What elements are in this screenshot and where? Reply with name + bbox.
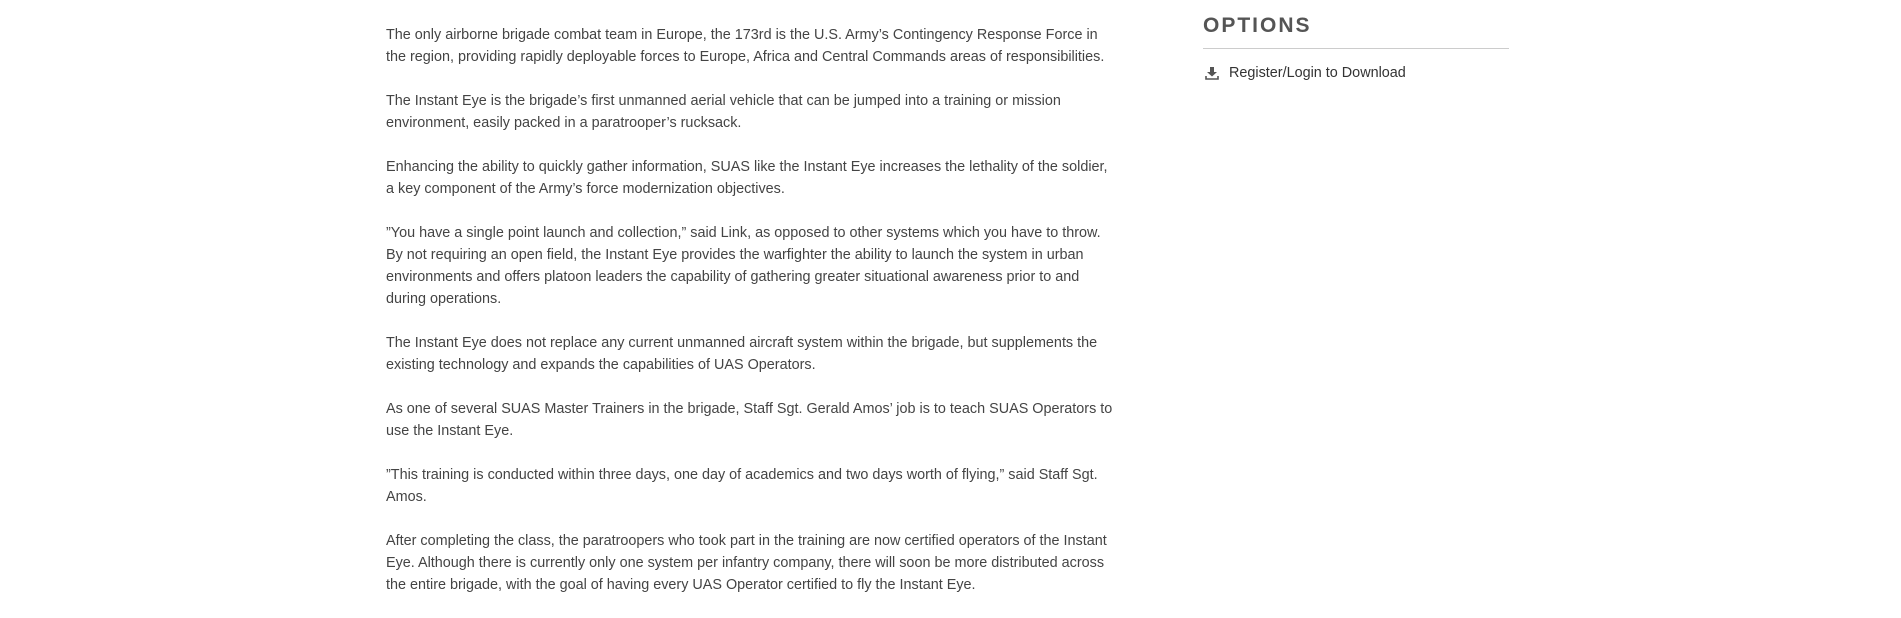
- register-login-download-link[interactable]: [1205, 65, 1509, 81]
- article-paragraph: Enhancing the ability to quickly gather information, SUAS like the Instant Eye increases the lethality of the soldier, a key component of the Army’s force modernization objectives.: [386, 159, 1108, 197]
- options-sidebar: [1203, 14, 1509, 81]
- article-paragraph: The only airborne brigade combat team in Europe, the 173rd is the U.S. Army’s Contingency Response Force in the region, providing rapidly deployable forces to Europe, Africa and Central Commands areas of responsibilities.: [386, 27, 1105, 65]
- options-heading: OPTIONS: [1203, 14, 1509, 49]
- download-icon: [1205, 66, 1219, 80]
- article-body: [386, 24, 1114, 618]
- article-paragraph: ”You have a single point launch and collection,” said Link, as opposed to other systems which you have to throw. By not requiring an open field, the Instant Eye provides the warfighter the ability to launch the system in urban environments and offers platoon leaders the capability of gathering greater situational awareness prior to and during operations.: [386, 225, 1101, 307]
- article-paragraph: As one of several SUAS Master Trainers in the brigade, Staff Sgt. Gerald Amos’ job is to teach SUAS Operators to use the Instant Eye.: [386, 401, 1113, 439]
- article-paragraph: The Instant Eye is the brigade’s first unmanned aerial vehicle that can be jumped into a training or mission environment, easily packed in a paratrooper’s rucksack.: [386, 93, 1061, 131]
- article-paragraph: ”This training is conducted within three days, one day of academics and two days worth of flying,” said Staff Sgt. Amos.: [386, 467, 1098, 505]
- article-paragraph: The Instant Eye does not replace any current unmanned aircraft system within the brigade, but supplements the existing technology and expands the capabilities of UAS Operators.: [386, 335, 1098, 373]
- article-paragraph: After completing the class, the paratroopers who took part in the training are now certified operators of the Instant Eye. Although there is currently only one system per infantry company, there will soon be more distributed across the entire brigade, with the goal of having every UAS Operator certified to fly the Instant Eye.: [386, 533, 1107, 593]
- download-label: Register/Login to Download: [1229, 65, 1406, 81]
